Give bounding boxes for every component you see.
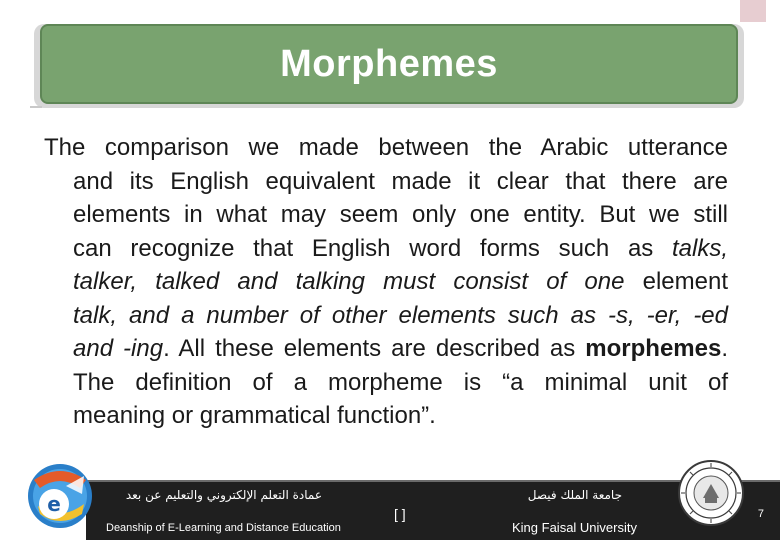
deanship-english-name: Deanship of E-Learning and Distance Education (106, 522, 341, 534)
key-term: morphemes (585, 335, 722, 362)
corner-accent-tab (740, 0, 766, 22)
paragraph-line: The comparison we made between the Arabic utterance (44, 134, 728, 161)
page-number: 7 (757, 508, 764, 520)
paragraph-line: talker, talked and talking must consist of one element (73, 268, 728, 295)
footer-bar (0, 480, 780, 540)
university-seal-icon (676, 458, 746, 528)
e-learning-logo-icon (24, 458, 94, 532)
title-banner (40, 24, 738, 104)
svg-text:e: e (47, 492, 61, 516)
paragraph-line: and -ing. All these elements are described as morphemes. (73, 335, 728, 362)
university-arabic-name: جامعة الملك فيصل (527, 488, 622, 502)
university-english-name: King Faisal University (512, 520, 637, 535)
slide-title: Morphemes (280, 42, 498, 85)
paragraph-line: The definition of a morpheme is “a minimal unit of (73, 368, 728, 396)
paragraph-line (44, 299, 728, 333)
footer-brackets: [ ] (394, 506, 406, 522)
paragraph-line: and its English equivalent made it clear that there are (73, 167, 728, 195)
example-words: and -ing (73, 335, 164, 362)
deanship-arabic-name: عمادة التعلم الإلكتروني والتعليم عن بعد (125, 488, 322, 502)
body-paragraph (44, 131, 728, 433)
example-words: talker, talked and talking must consist of one (73, 268, 625, 295)
paragraph-line: meaning or grammatical function”. (73, 402, 436, 429)
example-words: talk, and a number of other elements such as -s, -er, -ed (73, 301, 728, 329)
paragraph-line: can recognize that English word forms such as talks, (73, 234, 728, 262)
example-words: talks, (671, 234, 728, 262)
paragraph-line: elements in what may seem only one entity. But we still (73, 201, 728, 228)
title-divider (30, 106, 42, 108)
